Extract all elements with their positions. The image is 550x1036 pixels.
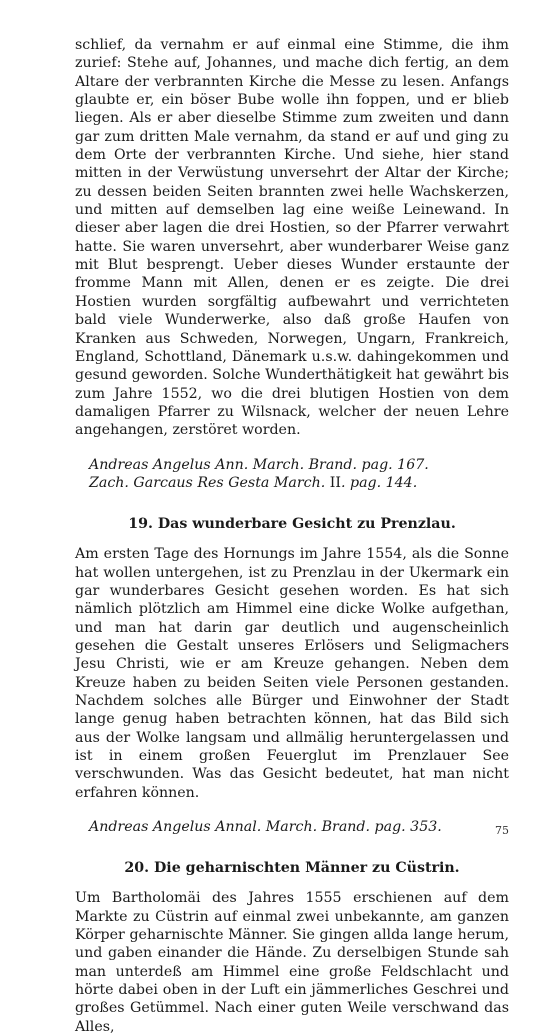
source-citation [89, 474, 509, 492]
source-citation: Andreas Angelus Annal. March. Brand. pag. 353. [89, 819, 442, 836]
source-citation-part: . pag. 144. [340, 474, 418, 491]
source-volume-roman: II [329, 474, 341, 491]
story-19-sources [89, 818, 509, 836]
book-page [75, 36, 509, 1036]
source-citation-part: Zach. Garcaus Res Gesta March. [89, 474, 330, 491]
story-18-paragraph: schlief, da vernahm er auf einmal eine Stimme, die ihm zurief: Stehe auf, Johannes, und mache dich fertig, an dem Altare der verbrannten Kirche die Messe zu lesen. Anfangs glaubte er, ein böser Bube wolle ihn foppen, und er blieb liegen. Als er aber dieselbe Stimme zum zweiten und dann gar zum dritten Male vernahm, da stand er auf und ging zu dem Orte der verbrannten Kirche. Und siehe, hier stand mitten in der Verwüstung unversehrt der Altar der Kirche; zu dessen beiden Seiten brannten zwei helle Wachskerzen, und mitten auf demselben lag eine weiße Leinewand. In dieser aber lagen die drei Hostien, so der Pfarrer verwahrt hatte. Sie waren unversehrt, aber wunderbarer Weise ganz mit Blut besprengt. Ueber dieses Wunder erstaunte der fromme Mann mit Allen, denen er es zeigte. Die drei Hostien wurden sorgfältig aufbewahrt und verrichteten bald viele Wunderwerke, also daß große Haufen von Kranken aus Schweden, Norwegen, Ungarn, Frankreich, England, Schottland, Dänemark u.s.w. dahingekommen und gesund geworden. Solche Wunderthätigkeit hat gewährt bis zum Jahre 1552, wo die drei blutigen Hostien von dem damaligen Pfarrer zu Wilsnack, welcher der neuen Lehre angehangen, zerstöret worden. [75, 37, 509, 439]
story-19-paragraph: Am ersten Tage des Hornungs im Jahre 1554, als die Sonne hat wollen untergehen, ist zu Prenzlau in der Ukermark ein gar wunderbares Gesicht gesehen worden. Es hat sich nämlich plötzlich am Himmel eine dicke Wolke aufgethan, und man hat darin gar deutlich und augenscheinlich gesehen die Gestalt unseres Erlösers und Seligmachers Jesu Christi, wie er am Kreuze gehangen. Neben dem Kreuze haben zu beiden Seiten viele Personen gestanden. Nachdem solches alle Bürger und Einwohner der Stadt lange genug haben betrachten können, hat das Bild sich aus der Wolke langsam und allmälig heruntergelassen und ist in einem großen Feuerglut im Prenzlauer See verschwunden. Was das Gesicht bedeutet, hat man nicht erfahren können. [75, 546, 509, 801]
page-number: 75 [495, 824, 509, 837]
story-20-heading: 20. Die geharnischten Männer zu Cüstrin. [124, 860, 460, 877]
source-citation: Andreas Angelus Ann. March. Brand. pag. 167. [89, 456, 429, 473]
story-20-paragraph: Um Bartholomäi des Jahres 1555 erschienen auf dem Markte zu Cüstrin auf einmal zwei unbekannte, am ganzen Körper geharnischte Männer. Sie gingen allda lange herum, und gaben einander die Hände. Zu derselbigen Stunde sah man unterdeß am Himmel eine große Feldschlacht und hörte dabei oben in der Luft ein jämmerliches Geschrei und großes Getümmel. Nach einer guten Weile verschwand das Alles, [75, 890, 509, 1035]
story-19-heading: 19. Das wunderbare Gesicht zu Prenzlau. [128, 516, 456, 533]
story-18-sources [89, 456, 509, 493]
